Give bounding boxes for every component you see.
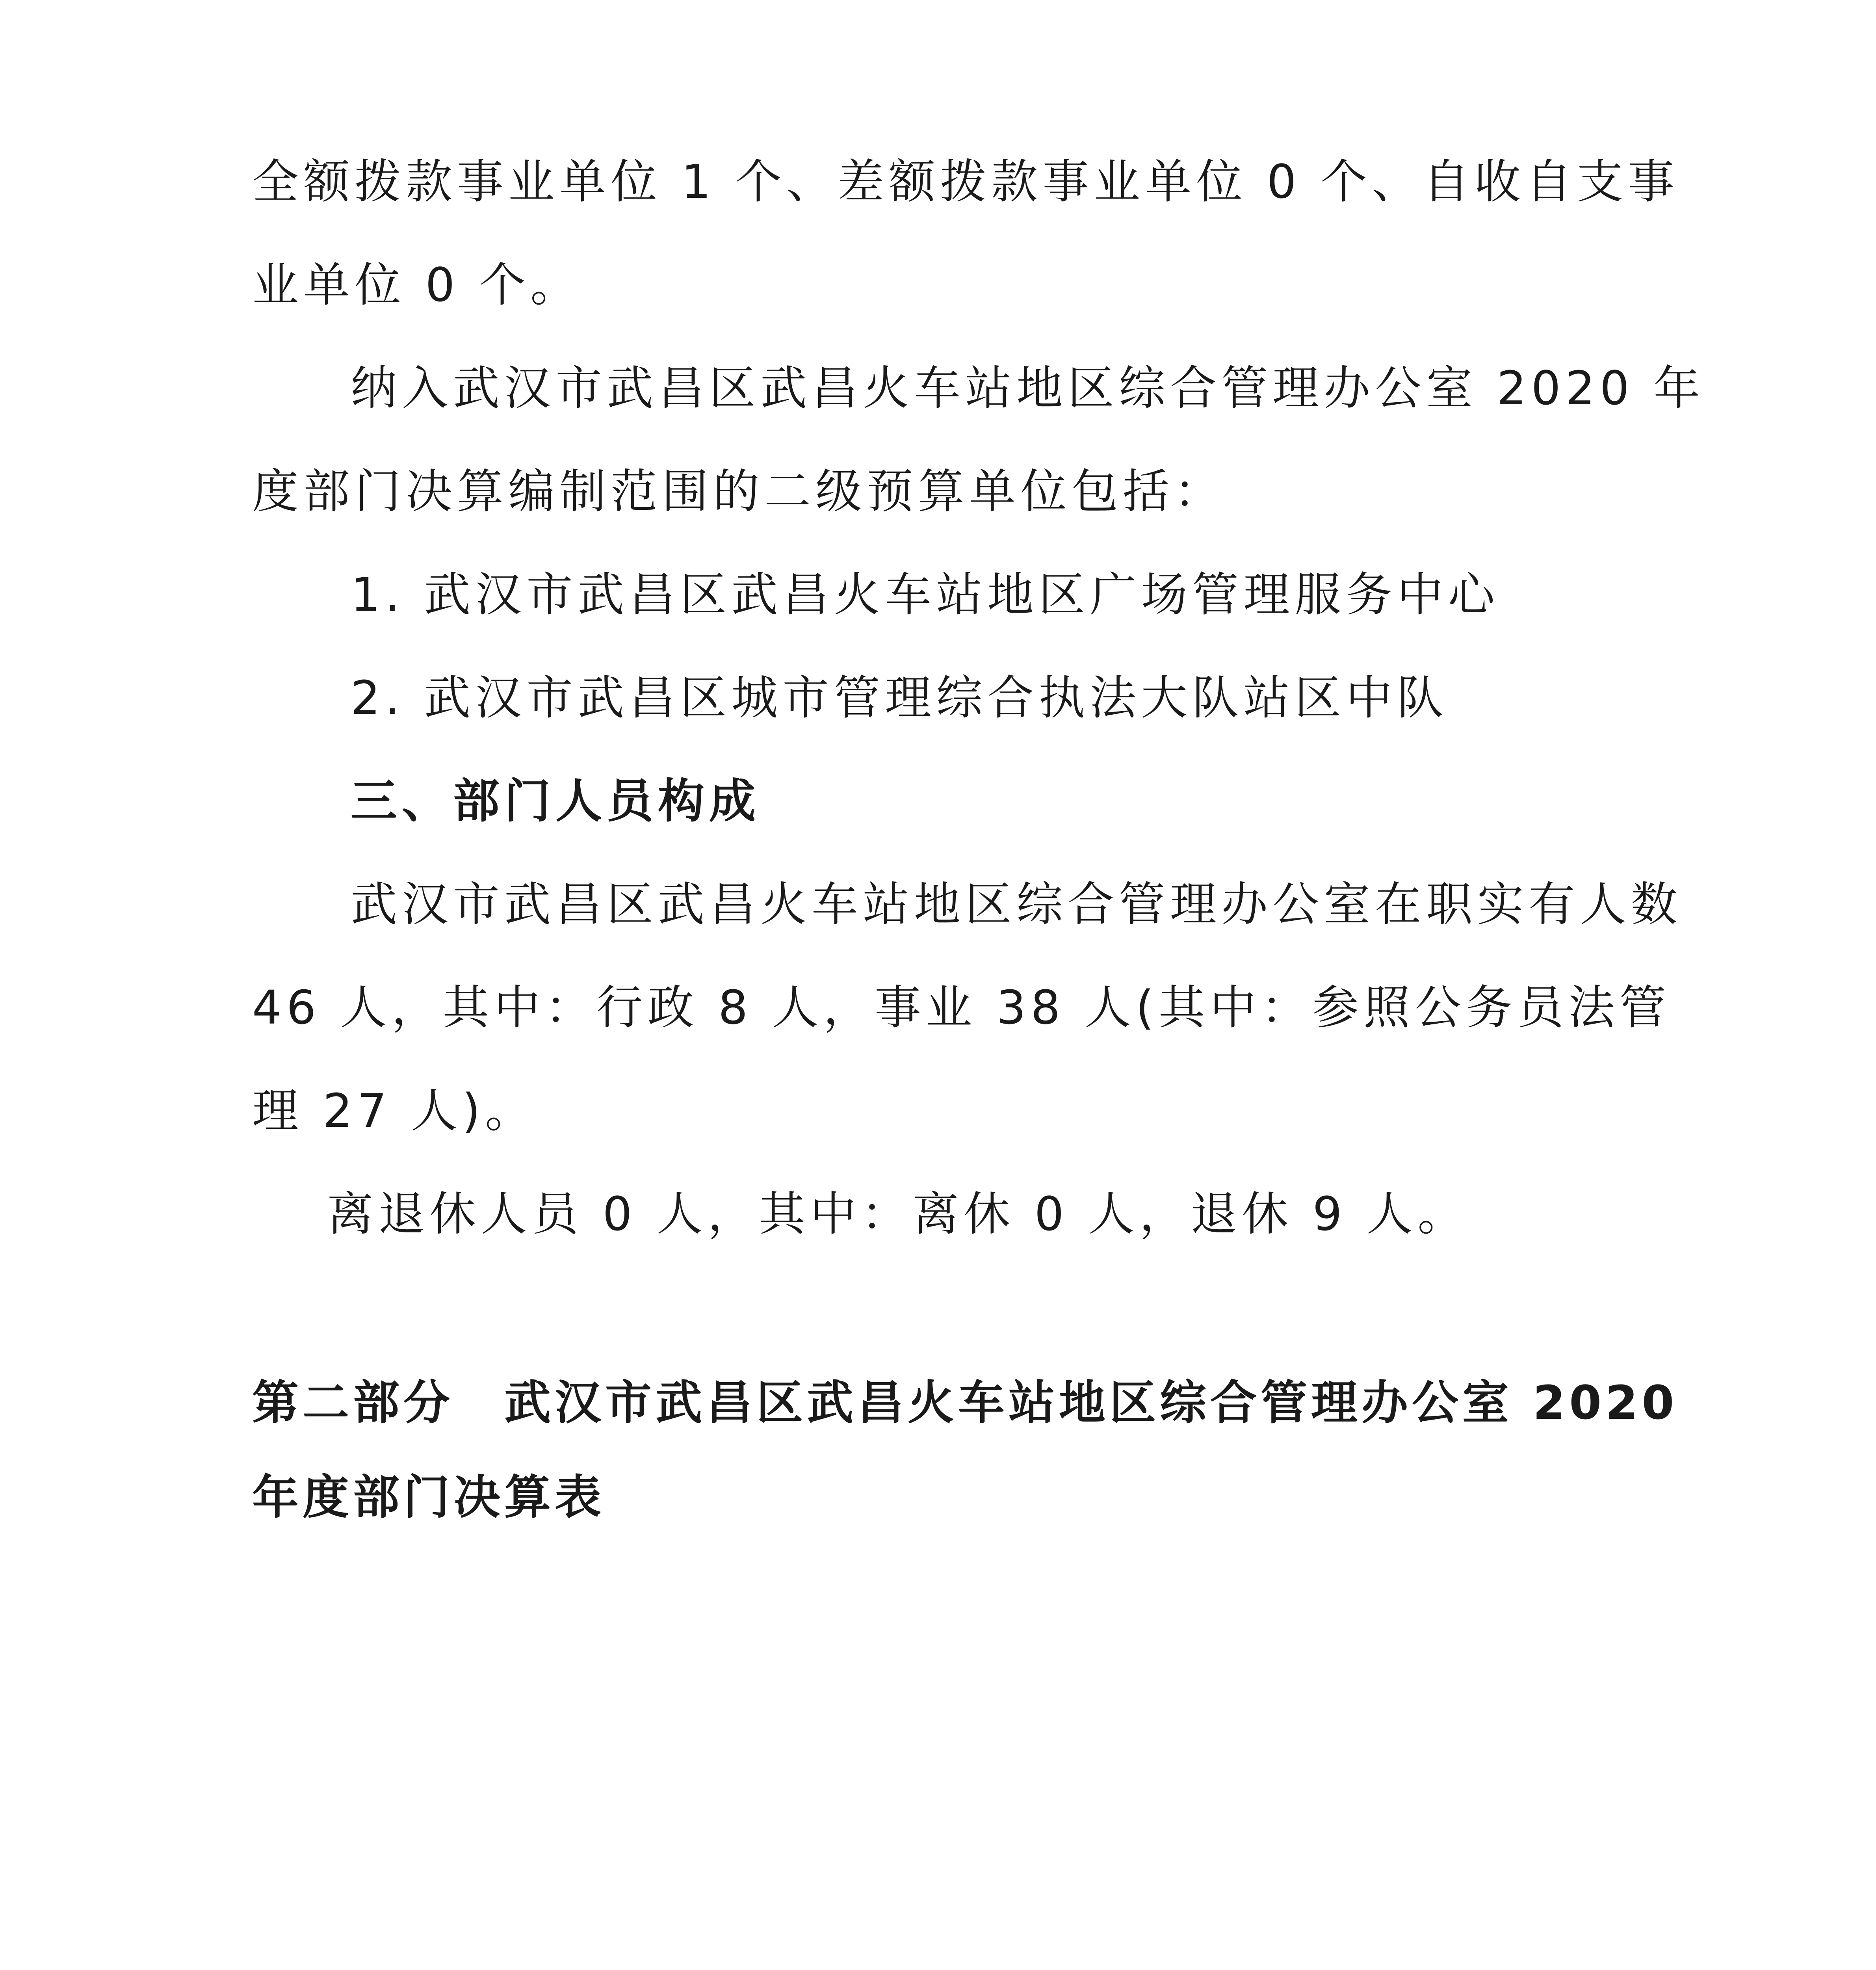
list-item-2: 2. 武汉市武昌区城市管理综合执法大队站区中队 bbox=[351, 671, 1449, 725]
paragraph-staff-count: 武汉市武昌区武昌火车站地区综合管理办公室在职实有人数 46 人，其中：行政 8 人，事业 38 人(其中：参照公务员法管理 27 人)。 bbox=[252, 877, 1683, 1138]
paragraph-unit-counts: 全额拨款事业单位 1 个、差额拨款事业单位 0 个、自收自支事业单位 0 个。 bbox=[252, 154, 1679, 312]
list-item-1: 1. 武汉市武昌区武昌火车站地区广场管理服务中心 bbox=[351, 567, 1500, 622]
page-body bbox=[252, 130, 1710, 1266]
part-two-title: 第二部分 武汉市武昌区武昌火车站地区综合管理办公室 2020 年度部门决算表 bbox=[252, 1375, 1678, 1524]
section-heading-staff: 三、部门人员构成 bbox=[351, 774, 761, 828]
paragraph-retirees: 离退休人员 0 人，其中：离休 0 人，退休 9 人。 bbox=[327, 1187, 1469, 1241]
paragraph-scope-intro: 纳入武汉市武昌区武昌火车站地区综合管理办公室 2020 年度部门决算编制范围的二级预算单位包括： bbox=[252, 361, 1705, 519]
